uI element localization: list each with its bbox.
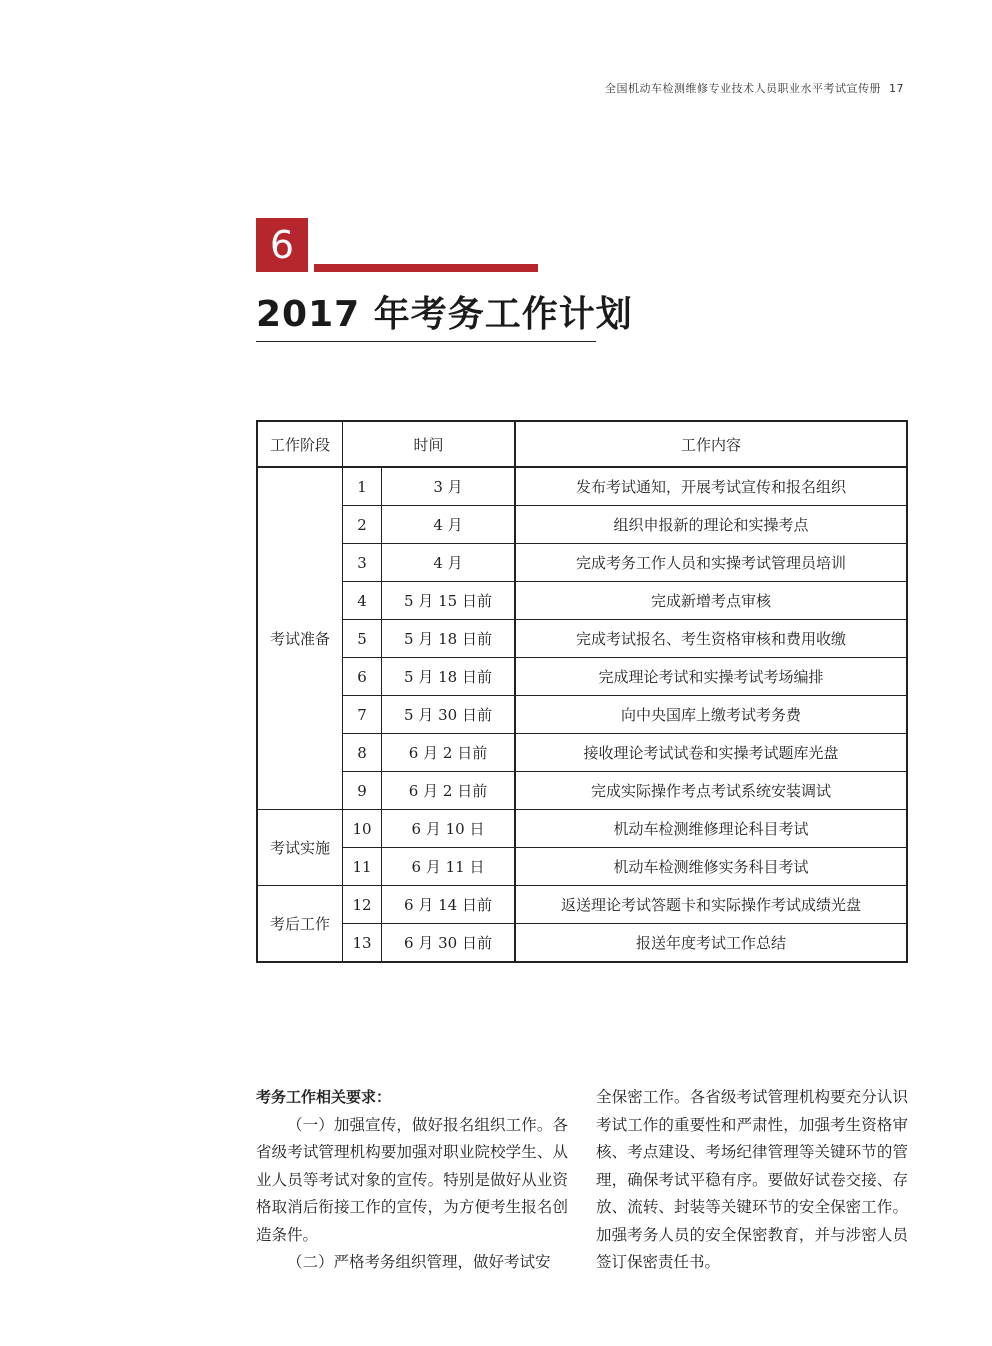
table-row — [257, 924, 907, 963]
running-title: 全国机动车检测维修专业技术人员职业水平考试宣传册 — [605, 82, 881, 95]
task-cell: 完成新增考点审核 — [515, 582, 907, 620]
header-time: 时间 — [343, 421, 516, 467]
requirement-paragraph-1: （一）加强宣传，做好报名组织工作。各省级考试管理机构要加强对职业院校学生、从业人员等考试对象的宣传。特别是做好从业资格取消后衔接工作的宣传，为方便考生报名创造条件。 — [256, 1115, 568, 1244]
schedule-table — [256, 420, 908, 963]
date-cell: 5 月 30 日前 — [382, 696, 516, 734]
date-cell: 6 月 2 日前 — [382, 772, 516, 810]
num-cell: 8 — [343, 734, 382, 772]
table-row — [257, 696, 907, 734]
num-cell: 7 — [343, 696, 382, 734]
table-row — [257, 734, 907, 772]
task-cell: 返送理论考试答题卡和实际操作考试成绩光盘 — [515, 886, 907, 924]
task-cell: 完成考试报名、考生资格审核和费用收缴 — [515, 620, 907, 658]
task-cell: 机动车检测维修理论科目考试 — [515, 810, 907, 848]
header-stage: 工作阶段 — [257, 421, 343, 467]
requirements-heading: 考务工作相关要求： — [256, 1088, 392, 1106]
num-cell: 11 — [343, 848, 382, 886]
num-cell: 3 — [343, 544, 382, 582]
table-row — [257, 658, 907, 696]
task-cell: 机动车检测维修实务科目考试 — [515, 848, 907, 886]
date-cell: 4 月 — [382, 544, 516, 582]
task-cell: 完成考务工作人员和实操考试管理员培训 — [515, 544, 907, 582]
stage-cell: 考试实施 — [257, 810, 343, 886]
date-cell: 5 月 18 日前 — [382, 658, 516, 696]
page-title: 2017 年考务工作计划 — [256, 294, 633, 335]
date-cell: 6 月 2 日前 — [382, 734, 516, 772]
title-underline — [256, 341, 596, 342]
page-number: 17 — [889, 82, 904, 95]
date-cell: 4 月 — [382, 506, 516, 544]
header-content: 工作内容 — [515, 421, 907, 467]
chapter-accent-rule — [314, 264, 538, 272]
task-cell: 完成理论考试和实操考试考场编排 — [515, 658, 907, 696]
chapter-number-badge: 6 — [256, 218, 308, 272]
date-cell: 6 月 10 日 — [382, 810, 516, 848]
num-cell: 2 — [343, 506, 382, 544]
num-cell: 4 — [343, 582, 382, 620]
num-cell: 6 — [343, 658, 382, 696]
date-cell: 6 月 11 日 — [382, 848, 516, 886]
table-row — [257, 620, 907, 658]
num-cell: 5 — [343, 620, 382, 658]
task-cell: 接收理论考试试卷和实操考试题库光盘 — [515, 734, 907, 772]
requirements-right-column — [596, 1084, 908, 1277]
date-cell: 5 月 15 日前 — [382, 582, 516, 620]
table-row — [257, 467, 907, 506]
stage-cell: 考后工作 — [257, 886, 343, 963]
num-cell: 12 — [343, 886, 382, 924]
table-row — [257, 886, 907, 924]
num-cell: 9 — [343, 772, 382, 810]
table-row — [257, 582, 907, 620]
num-cell: 10 — [343, 810, 382, 848]
task-cell: 组织申报新的理论和实操考点 — [515, 506, 907, 544]
table-row — [257, 772, 907, 810]
stage-cell: 考试准备 — [257, 467, 343, 810]
task-cell: 发布考试通知，开展考试宣传和报名组织 — [515, 467, 907, 506]
table-row — [257, 810, 907, 848]
table-row — [257, 544, 907, 582]
num-cell: 13 — [343, 924, 382, 963]
table-row — [257, 848, 907, 886]
date-cell: 3 月 — [382, 467, 516, 506]
task-cell: 向中央国库上缴考试考务费 — [515, 696, 907, 734]
date-cell: 5 月 18 日前 — [382, 620, 516, 658]
running-header — [605, 80, 904, 96]
date-cell: 6 月 14 日前 — [382, 886, 516, 924]
date-cell: 6 月 30 日前 — [382, 924, 516, 963]
task-cell: 报送年度考试工作总结 — [515, 924, 907, 963]
num-cell: 1 — [343, 467, 382, 506]
requirement-paragraph-2-continued: 全保密工作。各省级考试管理机构要充分认识考试工作的重要性和严肃性，加强考生资格审核、考点建设、考场纪律管理等关键环节的管理，确保考试平稳有序。要做好试卷交接、存放、流转、封装等关键环节的安全保密工作。加强考务人员的安全保密教育，并与涉密人员签订保密责任书。 — [596, 1088, 908, 1271]
table-header-row — [257, 421, 907, 467]
task-cell: 完成实际操作考点考试系统安装调试 — [515, 772, 907, 810]
table-row — [257, 506, 907, 544]
requirement-paragraph-2-start: （二）严格考务组织管理，做好考试安 — [287, 1253, 551, 1271]
requirements-left-column — [256, 1084, 568, 1277]
